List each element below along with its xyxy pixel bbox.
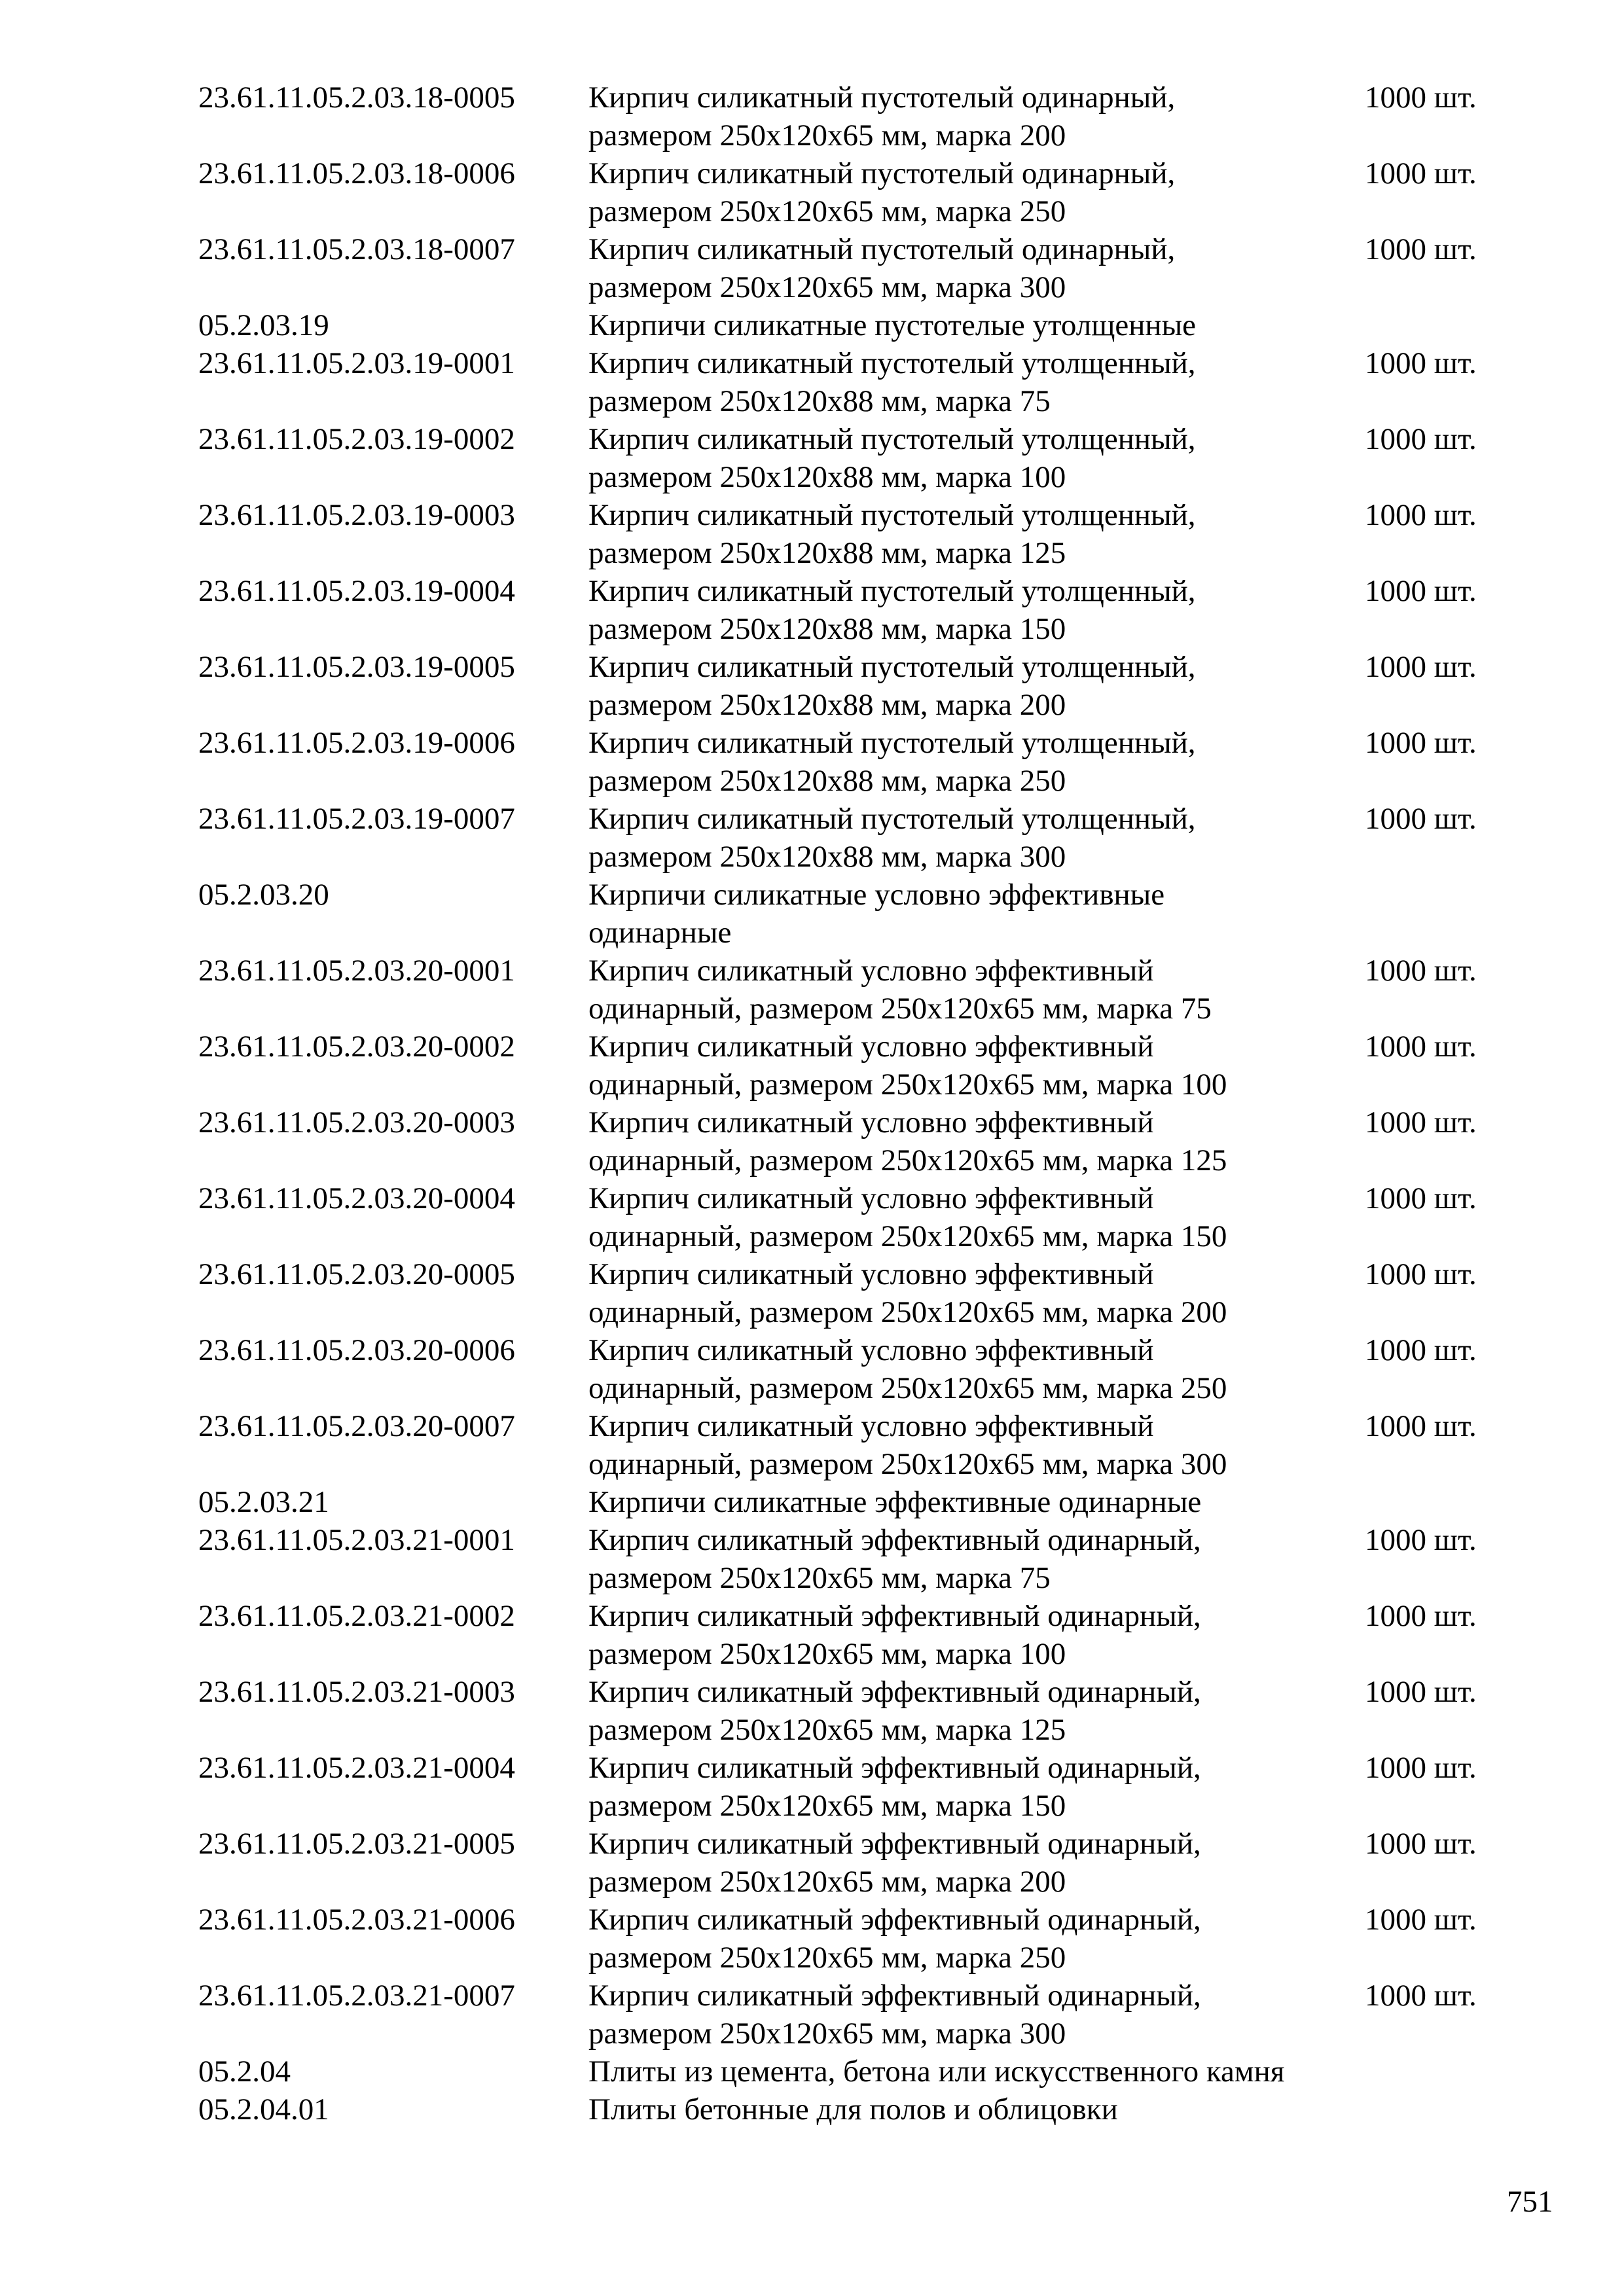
row-description: [588, 724, 1196, 800]
description-line: Кирпич силикатный пустотелый утолщенный,: [588, 498, 1196, 532]
description-line: Кирпич силикатный пустотелый одинарный,: [588, 232, 1176, 266]
description-line: Кирпичи силикатные эффективные одинарные: [588, 1485, 1202, 1519]
description-line: размером 250х120х88 мм, марка 125: [588, 536, 1066, 570]
row-unit: 1000 шт.: [1365, 574, 1477, 608]
row-code: 23.61.11.05.2.03.20-0005: [198, 1257, 515, 1291]
row-description: [588, 2090, 1118, 2128]
description-line: размером 250х120х65 мм, марка 200: [588, 118, 1066, 152]
row-code: 23.61.11.05.2.03.19-0003: [198, 498, 515, 532]
item-row: [0, 648, 1624, 724]
row-code: 23.61.11.05.2.03.20-0007: [198, 1409, 515, 1443]
item-row: [0, 1331, 1624, 1407]
row-unit: 1000 шт.: [1365, 726, 1477, 760]
row-description: [588, 1521, 1201, 1597]
row-description: [588, 344, 1196, 420]
row-unit: 1000 шт.: [1365, 1827, 1477, 1861]
description-line: размером 250х120х65 мм, марка 75: [588, 1561, 1051, 1595]
group-row: [0, 2053, 1624, 2090]
row-description: [588, 1028, 1227, 1103]
row-unit: 1000 шт.: [1365, 422, 1477, 456]
item-row: [0, 1407, 1624, 1483]
group-row: [0, 306, 1624, 344]
description-line: размером 250х120х88 мм, марка 300: [588, 840, 1066, 874]
item-row: [0, 1179, 1624, 1255]
row-code: 23.61.11.05.2.03.18-0005: [198, 81, 515, 115]
item-row: [0, 1977, 1624, 2053]
description-line: Плиты бетонные для полов и облицовки: [588, 2092, 1118, 2126]
row-unit: 1000 шт.: [1365, 346, 1477, 380]
row-unit: 1000 шт.: [1365, 232, 1477, 266]
item-row: [0, 420, 1624, 496]
description-line: Кирпич силикатный эффективный одинарный,: [588, 1751, 1201, 1785]
description-line: размером 250х120х65 мм, марка 300: [588, 270, 1066, 304]
description-line: Кирпич силикатный эффективный одинарный,: [588, 1599, 1201, 1633]
description-line: размером 250х120х88 мм, марка 200: [588, 688, 1066, 722]
item-row: [0, 1103, 1624, 1179]
item-row: [0, 952, 1624, 1028]
row-unit: 1000 шт.: [1365, 156, 1477, 190]
row-code: 23.61.11.05.2.03.20-0006: [198, 1333, 515, 1367]
description-line: Кирпич силикатный условно эффективный: [588, 1257, 1154, 1291]
item-row: [0, 154, 1624, 230]
classifier-table: [0, 79, 1624, 2128]
row-code: 23.61.11.05.2.03.19-0005: [198, 650, 515, 684]
row-code: 05.2.03.20: [198, 878, 329, 912]
row-description: [588, 1901, 1201, 1977]
row-code: 23.61.11.05.2.03.19-0002: [198, 422, 515, 456]
row-code: 23.61.11.05.2.03.19-0004: [198, 574, 515, 608]
row-description: [588, 306, 1196, 344]
row-unit: 1000 шт.: [1365, 954, 1477, 988]
row-unit: 1000 шт.: [1365, 1181, 1477, 1215]
group-row: [0, 1483, 1624, 1521]
row-code: 05.2.03.19: [198, 308, 329, 342]
row-unit: 1000 шт.: [1365, 1523, 1477, 1557]
description-line: Кирпич силикатный эффективный одинарный,: [588, 1903, 1201, 1937]
row-unit: 1000 шт.: [1365, 802, 1477, 836]
description-line: Плиты из цемента, бетона или искусственного камня: [588, 2054, 1285, 2089]
row-code: 23.61.11.05.2.03.21-0002: [198, 1599, 515, 1633]
description-line: Кирпич силикатный пустотелый одинарный,: [588, 156, 1176, 190]
row-unit: 1000 шт.: [1365, 650, 1477, 684]
description-line: Кирпич силикатный эффективный одинарный,: [588, 1979, 1201, 2013]
row-code: 05.2.04: [198, 2054, 291, 2089]
description-line: Кирпич силикатный условно эффективный: [588, 1409, 1154, 1443]
description-line: размером 250х120х65 мм, марка 250: [588, 194, 1066, 228]
row-code: 23.61.11.05.2.03.20-0003: [198, 1105, 515, 1139]
description-line: размером 250х120х88 мм, марка 100: [588, 460, 1066, 494]
row-unit: 1000 шт.: [1365, 81, 1477, 115]
row-description: [588, 1103, 1227, 1179]
item-row: [0, 1521, 1624, 1597]
row-description: [588, 79, 1175, 154]
row-code: 23.61.11.05.2.03.19-0006: [198, 726, 515, 760]
row-description: [588, 1255, 1227, 1331]
row-description: [588, 154, 1175, 230]
row-unit: 1000 шт.: [1365, 1030, 1477, 1064]
description-line: размером 250х120х65 мм, марка 125: [588, 1713, 1066, 1747]
row-description: [588, 648, 1196, 724]
row-code: 23.61.11.05.2.03.21-0004: [198, 1751, 515, 1785]
row-description: [588, 952, 1212, 1028]
item-row: [0, 1673, 1624, 1749]
description-line: Кирпич силикатный эффективный одинарный,: [588, 1675, 1201, 1709]
item-row: [0, 1255, 1624, 1331]
item-row: [0, 230, 1624, 306]
row-description: [588, 1825, 1201, 1901]
description-line: Кирпич силикатный условно эффективный: [588, 1030, 1154, 1064]
row-description: [588, 1179, 1227, 1255]
description-line: одинарный, размером 250х120х65 мм, марка 200: [588, 1295, 1227, 1329]
row-description: [588, 496, 1196, 572]
description-line: размером 250х120х88 мм, марка 75: [588, 384, 1051, 418]
item-row: [0, 572, 1624, 648]
row-description: [588, 800, 1196, 876]
row-description: [588, 1331, 1227, 1407]
row-code: 23.61.11.05.2.03.21-0006: [198, 1903, 515, 1937]
description-line: размером 250х120х65 мм, марка 250: [588, 1941, 1066, 1975]
group-row: [0, 2090, 1624, 2128]
item-row: [0, 1597, 1624, 1673]
row-description: [588, 420, 1196, 496]
row-code: 23.61.11.05.2.03.19-0007: [198, 802, 515, 836]
row-unit: 1000 шт.: [1365, 1979, 1477, 2013]
description-line: Кирпич силикатный условно эффективный: [588, 1105, 1154, 1139]
row-description: [588, 1749, 1201, 1825]
row-unit: 1000 шт.: [1365, 1675, 1477, 1709]
item-row: [0, 1028, 1624, 1103]
description-line: Кирпич силикатный пустотелый утолщенный,: [588, 802, 1196, 836]
description-line: Кирпич силикатный эффективный одинарный,: [588, 1827, 1201, 1861]
description-line: размером 250х120х65 мм, марка 300: [588, 2017, 1066, 2051]
description-line: Кирпичи силикатные пустотелые утолщенные: [588, 308, 1197, 342]
description-line: Кирпич силикатный пустотелый одинарный,: [588, 81, 1176, 115]
description-line: одинарный, размером 250х120х65 мм, марка 125: [588, 1143, 1227, 1177]
row-unit: 1000 шт.: [1365, 1257, 1477, 1291]
row-description: [588, 572, 1196, 648]
description-line: Кирпич силикатный условно эффективный: [588, 954, 1154, 988]
description-line: одинарные: [588, 916, 732, 950]
row-description: [588, 1673, 1201, 1749]
description-line: Кирпич силикатный условно эффективный: [588, 1333, 1154, 1367]
item-row: [0, 344, 1624, 420]
item-row: [0, 496, 1624, 572]
row-code: 23.61.11.05.2.03.21-0005: [198, 1827, 515, 1861]
description-line: Кирпич силикатный пустотелый утолщенный,: [588, 346, 1196, 380]
row-code: 23.61.11.05.2.03.19-0001: [198, 346, 515, 380]
row-code: 05.2.03.21: [198, 1485, 329, 1519]
row-unit: 1000 шт.: [1365, 1333, 1477, 1367]
row-description: [588, 876, 1164, 952]
description-line: размером 250х120х88 мм, марка 150: [588, 612, 1066, 646]
item-row: [0, 724, 1624, 800]
group-row: [0, 876, 1624, 952]
row-code: 23.61.11.05.2.03.20-0002: [198, 1030, 515, 1064]
row-code: 23.61.11.05.2.03.21-0007: [198, 1979, 515, 2013]
page-number: 751: [1507, 2185, 1553, 2219]
description-line: одинарный, размером 250х120х65 мм, марка 100: [588, 1067, 1227, 1102]
row-unit: 1000 шт.: [1365, 1903, 1477, 1937]
row-code: 23.61.11.05.2.03.20-0004: [198, 1181, 515, 1215]
description-line: размером 250х120х65 мм, марка 200: [588, 1865, 1066, 1899]
row-description: [588, 1483, 1201, 1521]
item-row: [0, 79, 1624, 154]
description-line: размером 250х120х65 мм, марка 150: [588, 1789, 1066, 1823]
description-line: одинарный, размером 250х120х65 мм, марка 250: [588, 1371, 1227, 1405]
item-row: [0, 800, 1624, 876]
description-line: Кирпич силикатный условно эффективный: [588, 1181, 1154, 1215]
item-row: [0, 1901, 1624, 1977]
row-description: [588, 2053, 1284, 2090]
row-description: [588, 1977, 1201, 2053]
item-row: [0, 1749, 1624, 1825]
row-code: 23.61.11.05.2.03.21-0003: [198, 1675, 515, 1709]
description-line: Кирпичи силикатные условно эффективные: [588, 878, 1165, 912]
row-code: 23.61.11.05.2.03.20-0001: [198, 954, 515, 988]
row-code: 23.61.11.05.2.03.18-0007: [198, 232, 515, 266]
row-unit: 1000 шт.: [1365, 498, 1477, 532]
description-line: размером 250х120х88 мм, марка 250: [588, 764, 1066, 798]
description-line: размером 250х120х65 мм, марка 100: [588, 1637, 1066, 1671]
description-line: Кирпич силикатный пустотелый утолщенный,: [588, 726, 1196, 760]
row-unit: 1000 шт.: [1365, 1599, 1477, 1633]
row-unit: 1000 шт.: [1365, 1409, 1477, 1443]
description-line: Кирпич силикатный эффективный одинарный,: [588, 1523, 1201, 1557]
item-row: [0, 1825, 1624, 1901]
row-unit: 1000 шт.: [1365, 1105, 1477, 1139]
row-code: 23.61.11.05.2.03.21-0001: [198, 1523, 515, 1557]
row-description: [588, 1597, 1201, 1673]
description-line: одинарный, размером 250х120х65 мм, марка 300: [588, 1447, 1227, 1481]
description-line: одинарный, размером 250х120х65 мм, марка 150: [588, 1219, 1227, 1253]
row-description: [588, 1407, 1227, 1483]
description-line: одинарный, размером 250х120х65 мм, марка 75: [588, 992, 1212, 1026]
description-line: Кирпич силикатный пустотелый утолщенный,: [588, 574, 1196, 608]
row-code: 05.2.04.01: [198, 2092, 329, 2126]
row-unit: 1000 шт.: [1365, 1751, 1477, 1785]
description-line: Кирпич силикатный пустотелый утолщенный,: [588, 422, 1196, 456]
row-code: 23.61.11.05.2.03.18-0006: [198, 156, 515, 190]
description-line: Кирпич силикатный пустотелый утолщенный,: [588, 650, 1196, 684]
row-description: [588, 230, 1175, 306]
